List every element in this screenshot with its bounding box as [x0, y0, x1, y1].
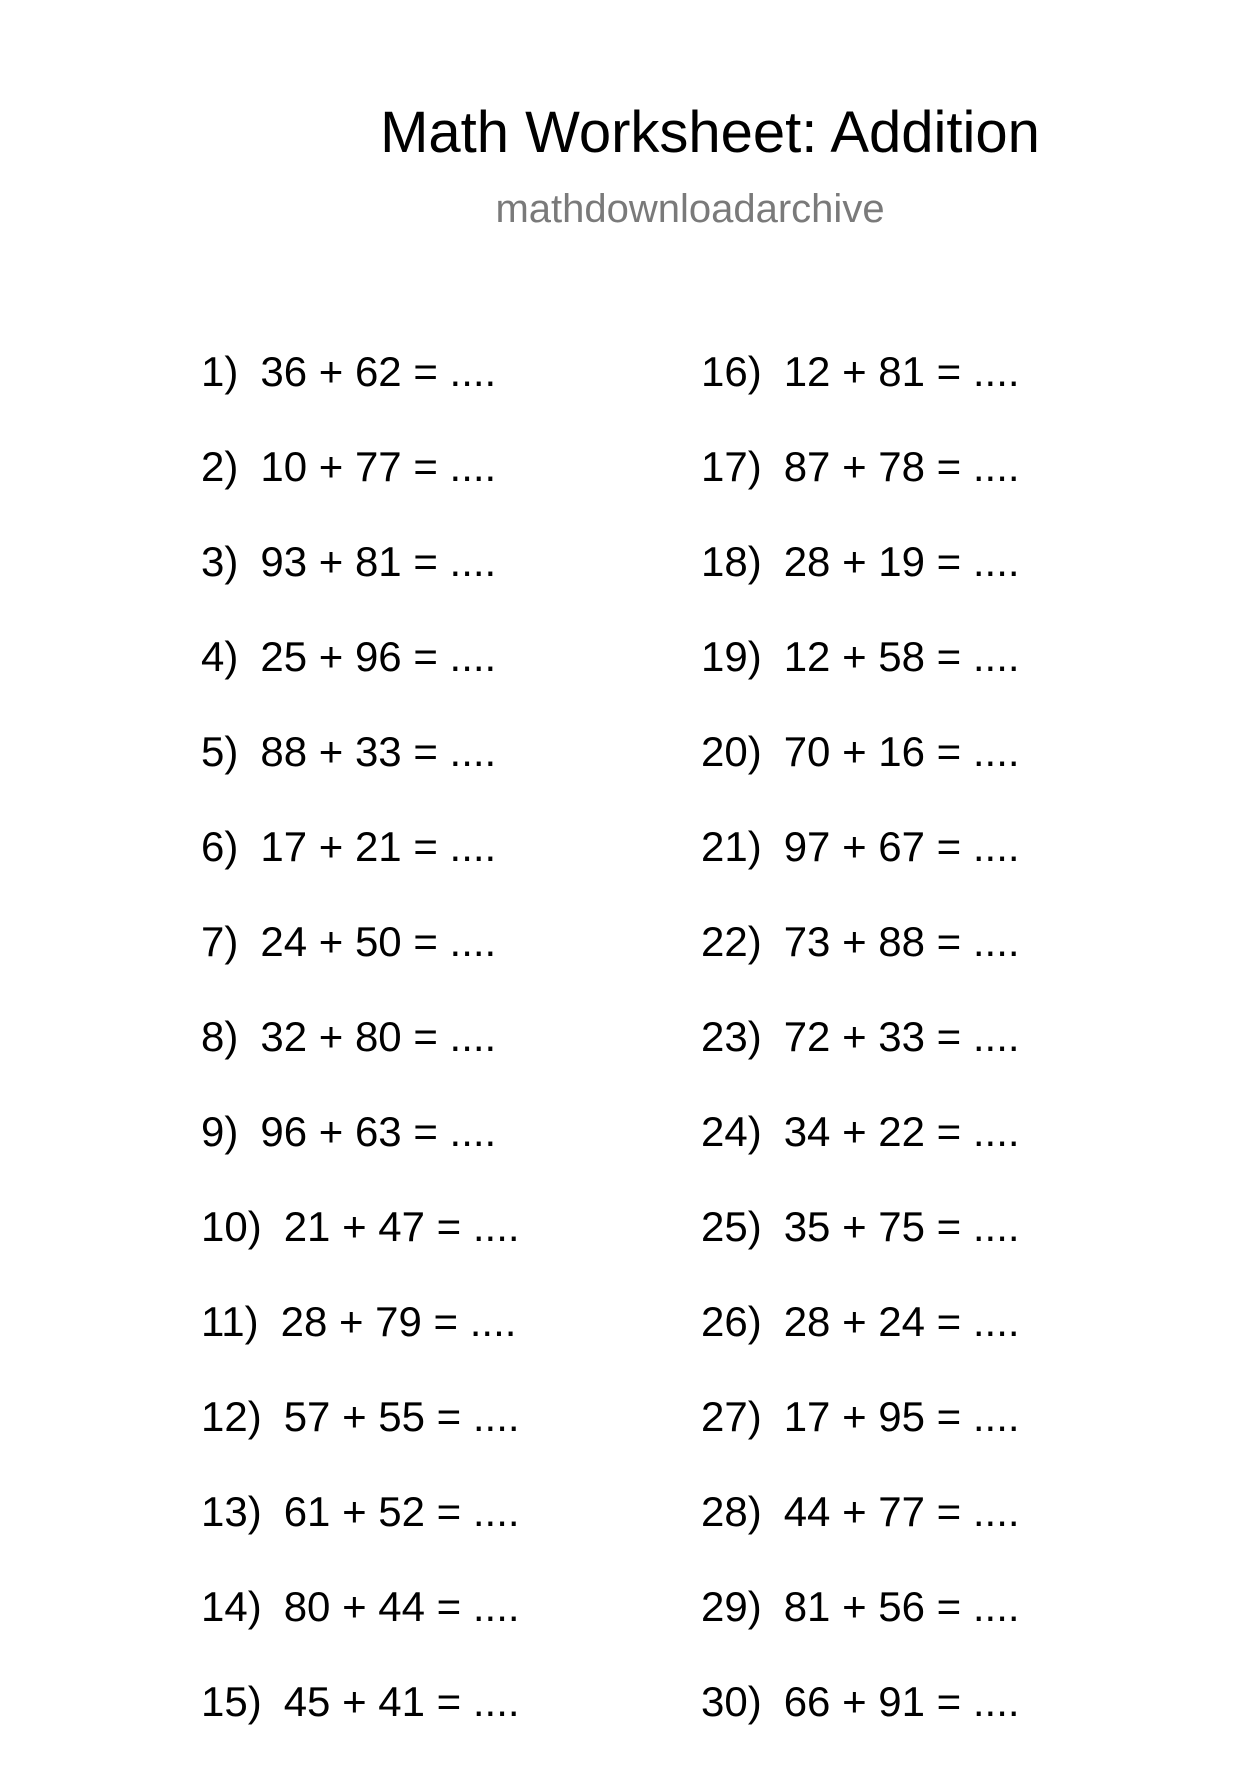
problem-number: 14) [201, 1583, 262, 1630]
problem-expression: 61 + 52 = .... [283, 1488, 520, 1535]
problem-number: 23) [701, 1013, 762, 1060]
problem-number: 24) [701, 1108, 762, 1155]
problem-expression: 96 + 63 = .... [260, 1108, 497, 1155]
problem-number: 13) [201, 1488, 262, 1535]
problem-number: 30) [701, 1678, 762, 1725]
problem-number: 27) [701, 1393, 762, 1440]
problem-item [201, 917, 520, 1012]
problem-number: 6) [201, 823, 239, 870]
problem-expression: 97 + 67 = .... [783, 823, 1020, 870]
problem-number: 25) [701, 1203, 762, 1250]
problem-item [701, 822, 1020, 917]
problem-number: 26) [701, 1298, 762, 1345]
problem-expression: 28 + 24 = .... [783, 1298, 1020, 1345]
problem-number: 19) [701, 633, 762, 680]
problem-expression: 35 + 75 = .... [783, 1203, 1020, 1250]
problem-number: 4) [201, 633, 239, 680]
problem-expression: 66 + 91 = .... [783, 1678, 1020, 1725]
problem-number: 2) [201, 443, 239, 490]
problem-item [201, 1107, 520, 1202]
problem-number: 29) [701, 1583, 762, 1630]
problem-number: 8) [201, 1013, 239, 1060]
problem-expression: 28 + 79 = .... [280, 1298, 517, 1345]
page-title: Math Worksheet: Addition [380, 100, 1040, 165]
problem-expression: 70 + 16 = .... [783, 728, 1020, 775]
problem-expression: 36 + 62 = .... [260, 348, 497, 395]
problem-number: 5) [201, 728, 239, 775]
problem-expression: 93 + 81 = .... [260, 538, 497, 585]
problem-expression: 32 + 80 = .... [260, 1013, 497, 1060]
problem-expression: 10 + 77 = .... [260, 443, 497, 490]
problem-item [701, 632, 1020, 727]
problem-item [701, 442, 1020, 537]
problem-number: 17) [701, 443, 762, 490]
problem-number: 22) [701, 918, 762, 965]
problem-item [201, 1012, 520, 1107]
problem-expression: 45 + 41 = .... [283, 1678, 520, 1725]
problem-item [701, 347, 1020, 442]
problem-number: 15) [201, 1678, 262, 1725]
problem-number: 1) [201, 348, 239, 395]
problem-item [201, 632, 520, 727]
problem-number: 21) [701, 823, 762, 870]
problem-item [701, 1107, 1020, 1202]
problem-item [201, 727, 520, 822]
problem-number: 11) [201, 1298, 259, 1345]
problem-number: 16) [701, 348, 762, 395]
problem-number: 3) [201, 538, 239, 585]
problem-expression: 28 + 19 = .... [783, 538, 1020, 585]
problem-expression: 12 + 81 = .... [783, 348, 1020, 395]
problem-item [701, 1012, 1020, 1107]
problem-item [201, 1202, 520, 1297]
problem-item [201, 347, 520, 442]
problem-item [201, 1392, 520, 1487]
problem-expression: 25 + 96 = .... [260, 633, 497, 680]
problem-expression: 12 + 58 = .... [783, 633, 1020, 680]
problem-item [201, 1487, 520, 1582]
problem-expression: 21 + 47 = .... [283, 1203, 520, 1250]
problem-number: 7) [201, 918, 239, 965]
problem-expression: 88 + 33 = .... [260, 728, 497, 775]
problem-item [701, 1297, 1020, 1392]
problem-item [701, 1677, 1020, 1772]
problem-expression: 57 + 55 = .... [283, 1393, 520, 1440]
problem-number: 10) [201, 1203, 262, 1250]
problem-number: 12) [201, 1393, 262, 1440]
problems-right-column [701, 347, 1020, 1772]
problem-expression: 87 + 78 = .... [783, 443, 1020, 490]
problem-item [201, 1297, 520, 1392]
problem-expression: 34 + 22 = .... [783, 1108, 1020, 1155]
problem-item [701, 1202, 1020, 1297]
problem-expression: 80 + 44 = .... [283, 1583, 520, 1630]
problem-expression: 73 + 88 = .... [783, 918, 1020, 965]
page-subtitle: mathdownloadarchive [495, 187, 885, 231]
problem-number: 28) [701, 1488, 762, 1535]
problem-item [701, 1392, 1020, 1487]
problem-item [201, 822, 520, 917]
problem-expression: 72 + 33 = .... [783, 1013, 1020, 1060]
problem-expression: 24 + 50 = .... [260, 918, 497, 965]
problem-item [701, 1487, 1020, 1582]
problem-item [201, 1582, 520, 1677]
problem-item [201, 1677, 520, 1772]
problem-expression: 81 + 56 = .... [783, 1583, 1020, 1630]
problem-number: 18) [701, 538, 762, 585]
problem-item [701, 917, 1020, 1012]
problem-item [201, 442, 520, 537]
problem-number: 20) [701, 728, 762, 775]
problem-item [701, 1582, 1020, 1677]
problem-item [201, 537, 520, 632]
problem-item [701, 537, 1020, 632]
problem-expression: 17 + 95 = .... [783, 1393, 1020, 1440]
problem-number: 9) [201, 1108, 239, 1155]
problem-expression: 44 + 77 = .... [783, 1488, 1020, 1535]
problem-expression: 17 + 21 = .... [260, 823, 497, 870]
problem-item [701, 727, 1020, 822]
problems-left-column [201, 347, 520, 1772]
